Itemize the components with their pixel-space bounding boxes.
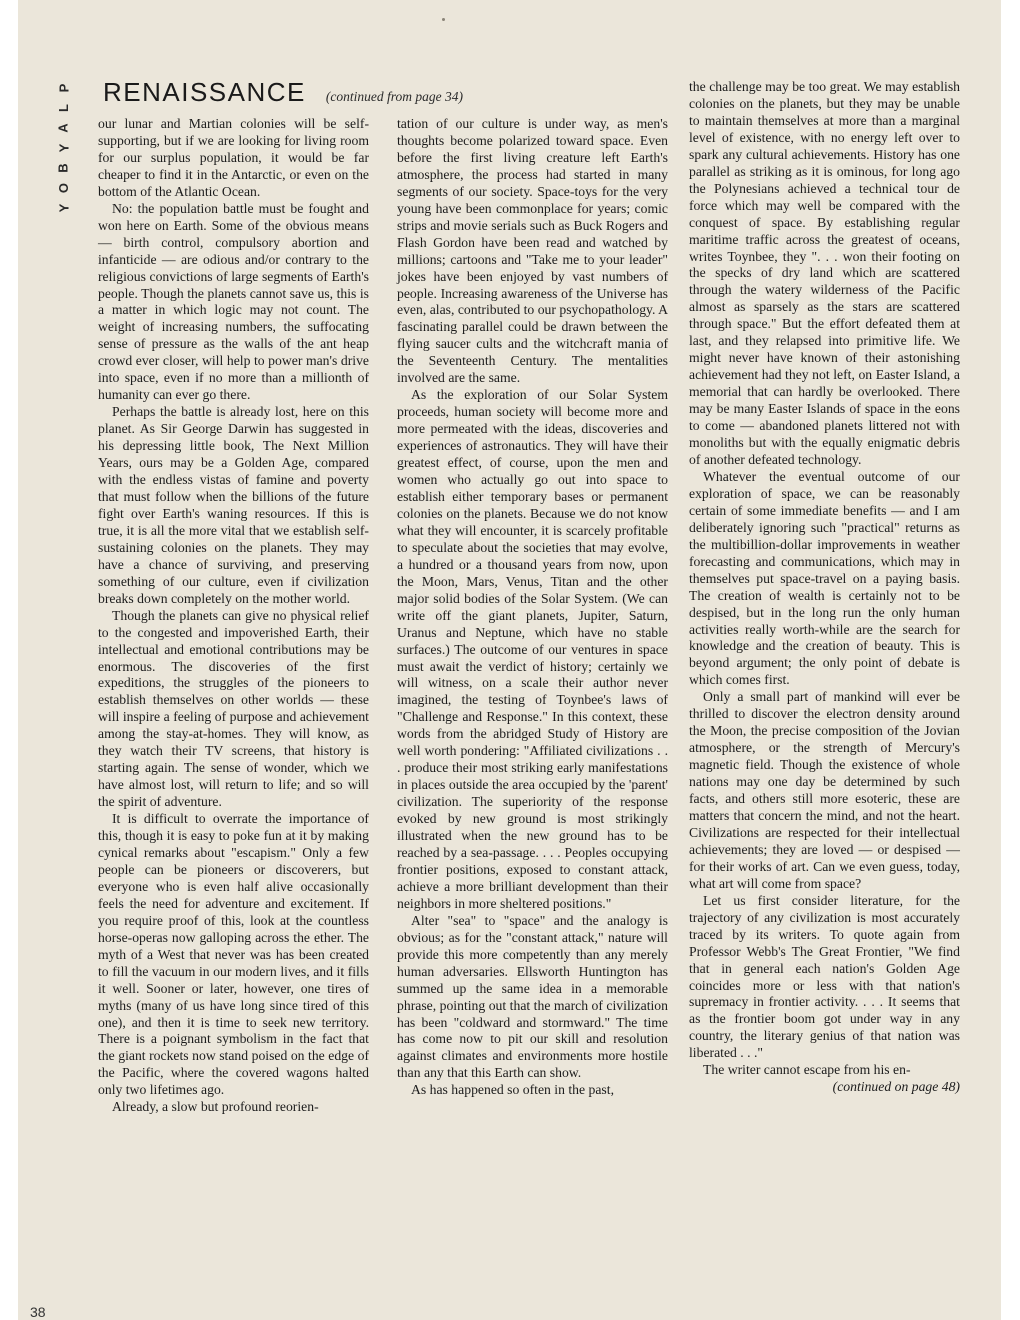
paragraph: the challenge may be too great. We may establish colonies on the planets, but they may be unable to maintain themselves at more than a marginal level of existence, with no energy left over to spark any cultural achievements. History has one parallel as striking as it is ominous, for long ago the Polynesians achieved a technical tour de force which may well be compared with the conquest of space. By establishing regular maritime traffic across the greatest of oceans, writes Toynbee, they ". . . won their footing on the specks of dry land which are scattered through the watery wilderness of the Pacific almost as sparsely as the stars are scattered through space." But the effort defeated them at last, and they relapsed into primitive life. We might never have known of their astonishing achievement had they not left, on Easter Island, a memorial that can hardly be overlooked. There may be many Easter Islands of space in the eons to come — abandoned planets littered not with monoliths but with the equally enigmatic debris of another defeated technology. <box>689 79 960 467</box>
side-letter: A <box>55 123 71 133</box>
side-letter: Y <box>55 203 71 213</box>
page-dot <box>442 18 445 21</box>
side-letter: L <box>55 104 71 112</box>
paragraph: our lunar and Martian colonies will be self-supporting, but if we are looking for living room for our surplus population, it would be far cheaper to find it in the Antarctic, or even on the bottom of the Atlantic Ocean. <box>98 116 369 199</box>
article-header <box>103 77 463 108</box>
paragraph: As has happened so often in the past, <box>411 1082 614 1098</box>
side-letter: O <box>56 182 71 194</box>
paragraph: Already, a slow but profound reorien- <box>112 1099 319 1115</box>
side-letter: P <box>55 83 71 93</box>
paragraph: As the exploration of our Solar System proceeds, human society will become more and more permeated with the ideas, discoveries and experiences of astronautics. They will have their greatest effect, of course, upon the men and women who actually go out into space to establish either temporary bases or permanent colonies on the planets. Because we do not know what they will encounter, it is scarcely profitable to speculate about the societies that may evolve, a hundred or a thousand years from now, upon the Moon, Mars, Venus, Titan and the other major solid bodies of the Solar System. (We can write off the giant planets, Jupiter, Saturn, Uranus and Neptune, which have no stable surfaces.) The outcome of our ventures in space must await the verdict of history; certainly we will witness, on a scale their author never imagined, the testing of Toynbee's laws of "Challenge and Response." In this context, these words from the abridged Study of History are well worth pondering: "Affiliated civilizations . . . produce their most striking early manifestations in places outside the area occupied by the 'parent' civilization. The superiority of the response evoked by new ground is most strikingly illustrated when the new ground has to be reached by a sea-passage. . . . Peoples occupying frontier positions, exposed to constant attack, achieve a more brilliant development than their neighbors in more sheltered positions." <box>397 387 668 911</box>
paragraph: It is difficult to overrate the importance of this, though it is easy to poke fun at it by making cynical remarks about "escapism." Only a few people can be pioneers or discoverers, but everyone who is even half alive occasionally feels the need for adventure and excitement. If you require proof of this, look at the countless horse-operas now galloping across the ether. The myth of a West that never was has been created to fill the vacuum in our modern lives, and it fills it well. Sooner or later, however, one tires of myths (many of us have long since tired of this one), and then it is time to seek new territory. There is a poignant symbolism in the fact that the giant rockets now stand poised on the edge of the Pacific, where the covered wagons halted only two lifetimes ago. <box>98 811 369 1098</box>
text-column-2 <box>397 116 668 1099</box>
text-column-1 <box>98 116 369 1116</box>
paragraph: Let us first consider literature, for the trajectory of any civilization is most accurately traced by its writers. To quote again from Professor Webb's The Great Frontier, "We find that in general each nation's Golden Age coincides more or less with that nation's supremacy in frontier activity. . . . It seems that as the frontier boom got under way in any country, the literary genius of that nation was liberated . . ." <box>689 892 960 1061</box>
magazine-side-title <box>54 78 74 218</box>
side-letter: B <box>55 163 71 173</box>
article-title: RENAISSANCE <box>103 77 306 107</box>
paragraph: Only a small part of mankind will ever be thrilled to discover the electron density around the Moon, the precise composition of the Jovian atmosphere, or the strength of Mercury's magnetic field. Though the existence of whole nations may one day be determined by such facts, and others still more esoteric, these are matters that concern the mind, and not the heart. Civilizations are respected for their intellectual achievements; they are loved — or despised — for their works of art. Can we even guess, today, what art will come from space? <box>689 689 960 891</box>
paragraph: tation of our culture is under way, as men's thoughts become polarized toward space. Even before the first living creature left Earth's atmosphere, the process had started in many segments of our society. Space-toys for the very young have been commonplace for years; comic strips and movie serials such as Buck Rogers and Flash Gordon have been read and watched by millions; cartoons and "Take me to your leader" jokes have been enjoyed by vast numbers of people. Increasing awareness of the Universe has even, alas, contributed to our psychopathology. A fascinating parallel could be drawn between the flying saucer cults and the witchcraft mania of the Seventeenth Century. The mentalities involved are the same. <box>397 116 668 386</box>
side-letter: Y <box>55 143 71 153</box>
text-column-3 <box>689 79 960 1096</box>
paragraph: Though the planets can give no physical relief to the congested and impoverished Earth, their intellectual and emotional contributions may be enormous. The discoveries of the first expeditions, the struggles of the pioneers to establish themselves on other worlds — these will inspire a feeling of purpose and achievement among the stay-at-homes. They will know, as they watch their TV screens, that history is starting again. The sense of wonder, which we have almost lost, will return to life; and so will the spirit of adventure. <box>98 607 369 810</box>
paragraph: Perhaps the battle is already lost, here on this planet. As Sir George Darwin has suggested in his depressing little book, The Next Million Years, ours may be a Golden Age, compared with the endless vistas of famine and poverty that must follow when the billions of the future fight over Earth's waning resources. If this is true, it is all the more vital that we establish self-sustaining colonies on the planets. They may have a chance of surviving, and preserving something of our culture, even if civilization breaks down completely on the mother world. <box>98 404 369 606</box>
paragraph: Alter "sea" to "space" and the analogy is obvious; as for the "constant attack," nature will provide this more competently than any merely human adversaries. Ellsworth Huntington has summed up the same idea in a memorable phrase, pointing out that the march of civilization has been "coldward and stormward." The time has come now to pit our skill and resolution against climates and environments more hostile than any that this Earth can show. <box>397 912 668 1081</box>
paragraph: No: the population battle must be fought and won here on Earth. Some of the obvious means — birth control, compulsory abortion and infanticide — are odious and/or contrary to the religious convictions of large segments of Earth's people. Though the planets cannot save us, this is a matter in which logic may not count. The weight of increasing numbers, the suffocating sense of pressure as the walls of the ant heap crowd ever closer, will help to power man's drive into space, even if no more than a millionth of humanity can ever go there. <box>98 200 369 403</box>
paragraph: The writer cannot escape from his en- <box>703 1062 911 1078</box>
continued-on-note: (continued on page 48) <box>832 1079 960 1095</box>
paragraph: Whatever the eventual outcome of our exploration of space, we can be reasonably certain of some immediate benefits — and I am deliberately ignoring such "practical" returns as the multibillion-dollar improvements in weather forecasting and communications, which may in themselves put space-travel on a paying basis. The creation of wealth is certainly not to be despised, but in the long run the only human activities really worth-while are the search for knowledge and the creation of beauty. This is beyond argument; the only point of debate is which comes first. <box>689 468 960 688</box>
page-number: 38 <box>30 1304 46 1320</box>
continued-from-note: (continued from page 34) <box>325 89 463 104</box>
